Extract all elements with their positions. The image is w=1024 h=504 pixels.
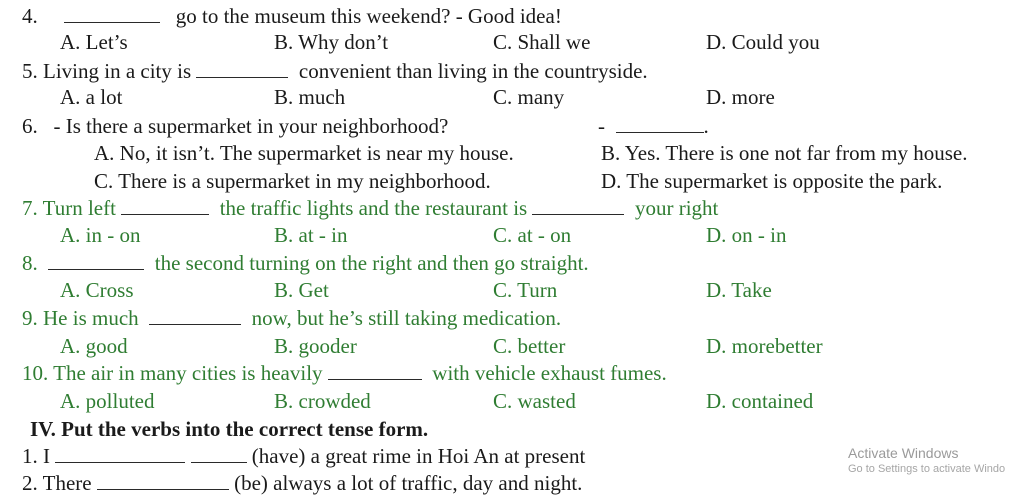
q7-option-c: C. at - on — [493, 223, 572, 247]
item2-before: 2. There — [22, 471, 92, 495]
q6-option-b: B. Yes. There is one not far from my house. — [601, 141, 968, 165]
q8-stem-text: the second turning on the right and then go straight. — [154, 251, 589, 275]
item1-blank-2 — [191, 445, 247, 463]
q8-option-b: B. Get — [274, 278, 329, 302]
q4-option-a: A. Let’s — [60, 30, 128, 54]
q9-option-b: B. gooder — [274, 334, 357, 358]
q8-option-c: C. Turn — [493, 278, 558, 302]
q6-stem: 6. - Is there a supermarket in your neighborhood? — [22, 114, 449, 138]
q4-number: 4. — [22, 4, 38, 28]
q6-reply-dash: - — [598, 114, 605, 138]
section-iv-heading: IV. Put the verbs into the correct tense form. — [30, 417, 429, 441]
q9-blank — [149, 307, 241, 325]
q7-option-b: B. at - in — [274, 223, 348, 247]
item1-before: 1. I — [22, 444, 50, 468]
q9-option-a: A. good — [60, 334, 128, 358]
q6-blank — [616, 115, 704, 133]
q10-option-d: D. contained — [706, 389, 814, 413]
q5-stem-after: convenient than living in the countryside. — [298, 59, 648, 83]
q6-option-c: C. There is a supermarket in my neighborhood. — [94, 169, 491, 193]
q5-option-b: B. much — [274, 85, 346, 109]
q7-stem-part2: the traffic lights and the restaurant is — [219, 196, 528, 220]
q5-option-d: D. more — [706, 85, 775, 109]
q7-stem-part1: 7. Turn left — [22, 196, 116, 220]
q4-option-c: C. Shall we — [493, 30, 591, 54]
q4-blank — [64, 5, 160, 23]
q8-blank — [48, 252, 144, 270]
q4-option-b: B. Why don’t — [274, 30, 389, 54]
q7-blank-1 — [121, 197, 209, 215]
q4-stem — [22, 4, 562, 28]
q6-reply-end: . — [703, 114, 709, 138]
q7-blank-2 — [532, 197, 624, 215]
q10-stem-before: 10. The air in many cities is heavily — [22, 361, 323, 385]
q10-option-c: C. wasted — [493, 389, 576, 413]
q6-option-d: D. The supermarket is opposite the park. — [601, 169, 943, 193]
q6-reply — [598, 114, 709, 138]
q10-option-b: B. crowded — [274, 389, 371, 413]
q5-stem — [22, 59, 648, 83]
q8-stem — [22, 251, 589, 275]
q10-stem — [22, 361, 667, 385]
q4-option-d: D. Could you — [706, 30, 820, 54]
watermark-subtitle: Go to Settings to activate Windo — [848, 463, 1006, 475]
q9-stem — [22, 306, 561, 330]
q8-option-d: D. Take — [706, 278, 772, 302]
q8-number: 8. — [22, 251, 38, 275]
item1-after: (have) a great rime in Hoi An at present — [251, 444, 586, 468]
q5-stem-before: 5. Living in a city is — [22, 59, 192, 83]
watermark-title: Activate Windows — [848, 445, 959, 461]
q5-blank — [196, 60, 288, 78]
q10-option-a: A. polluted — [60, 389, 155, 413]
q9-option-c: C. better — [493, 334, 566, 358]
item1-blank-1 — [55, 445, 185, 463]
q9-option-d: D. morebetter — [706, 334, 823, 358]
item2-blank — [97, 472, 229, 490]
q9-stem-before: 9. He is much — [22, 306, 139, 330]
q7-stem-part3: your right — [634, 196, 719, 220]
q5-option-a: A. a lot — [60, 85, 123, 109]
q5-option-c: C. many — [493, 85, 565, 109]
q8-option-a: A. Cross — [60, 278, 134, 302]
item2-after: (be) always a lot of traffic, day and night. — [234, 471, 583, 495]
section-iv-item-2 — [22, 471, 582, 495]
q9-stem-after: now, but he’s still taking medication. — [251, 306, 562, 330]
q4-stem-text: go to the museum this weekend? - Good idea! — [175, 4, 562, 28]
q7-option-d: D. on - in — [706, 223, 787, 247]
q7-stem — [22, 196, 718, 220]
section-iv-item-1 — [22, 444, 585, 468]
q10-blank — [328, 362, 422, 380]
q6-option-a: A. No, it isn’t. The supermarket is near my house. — [94, 141, 514, 165]
q7-option-a: A. in - on — [60, 223, 141, 247]
q10-stem-after: with vehicle exhaust fumes. — [432, 361, 667, 385]
